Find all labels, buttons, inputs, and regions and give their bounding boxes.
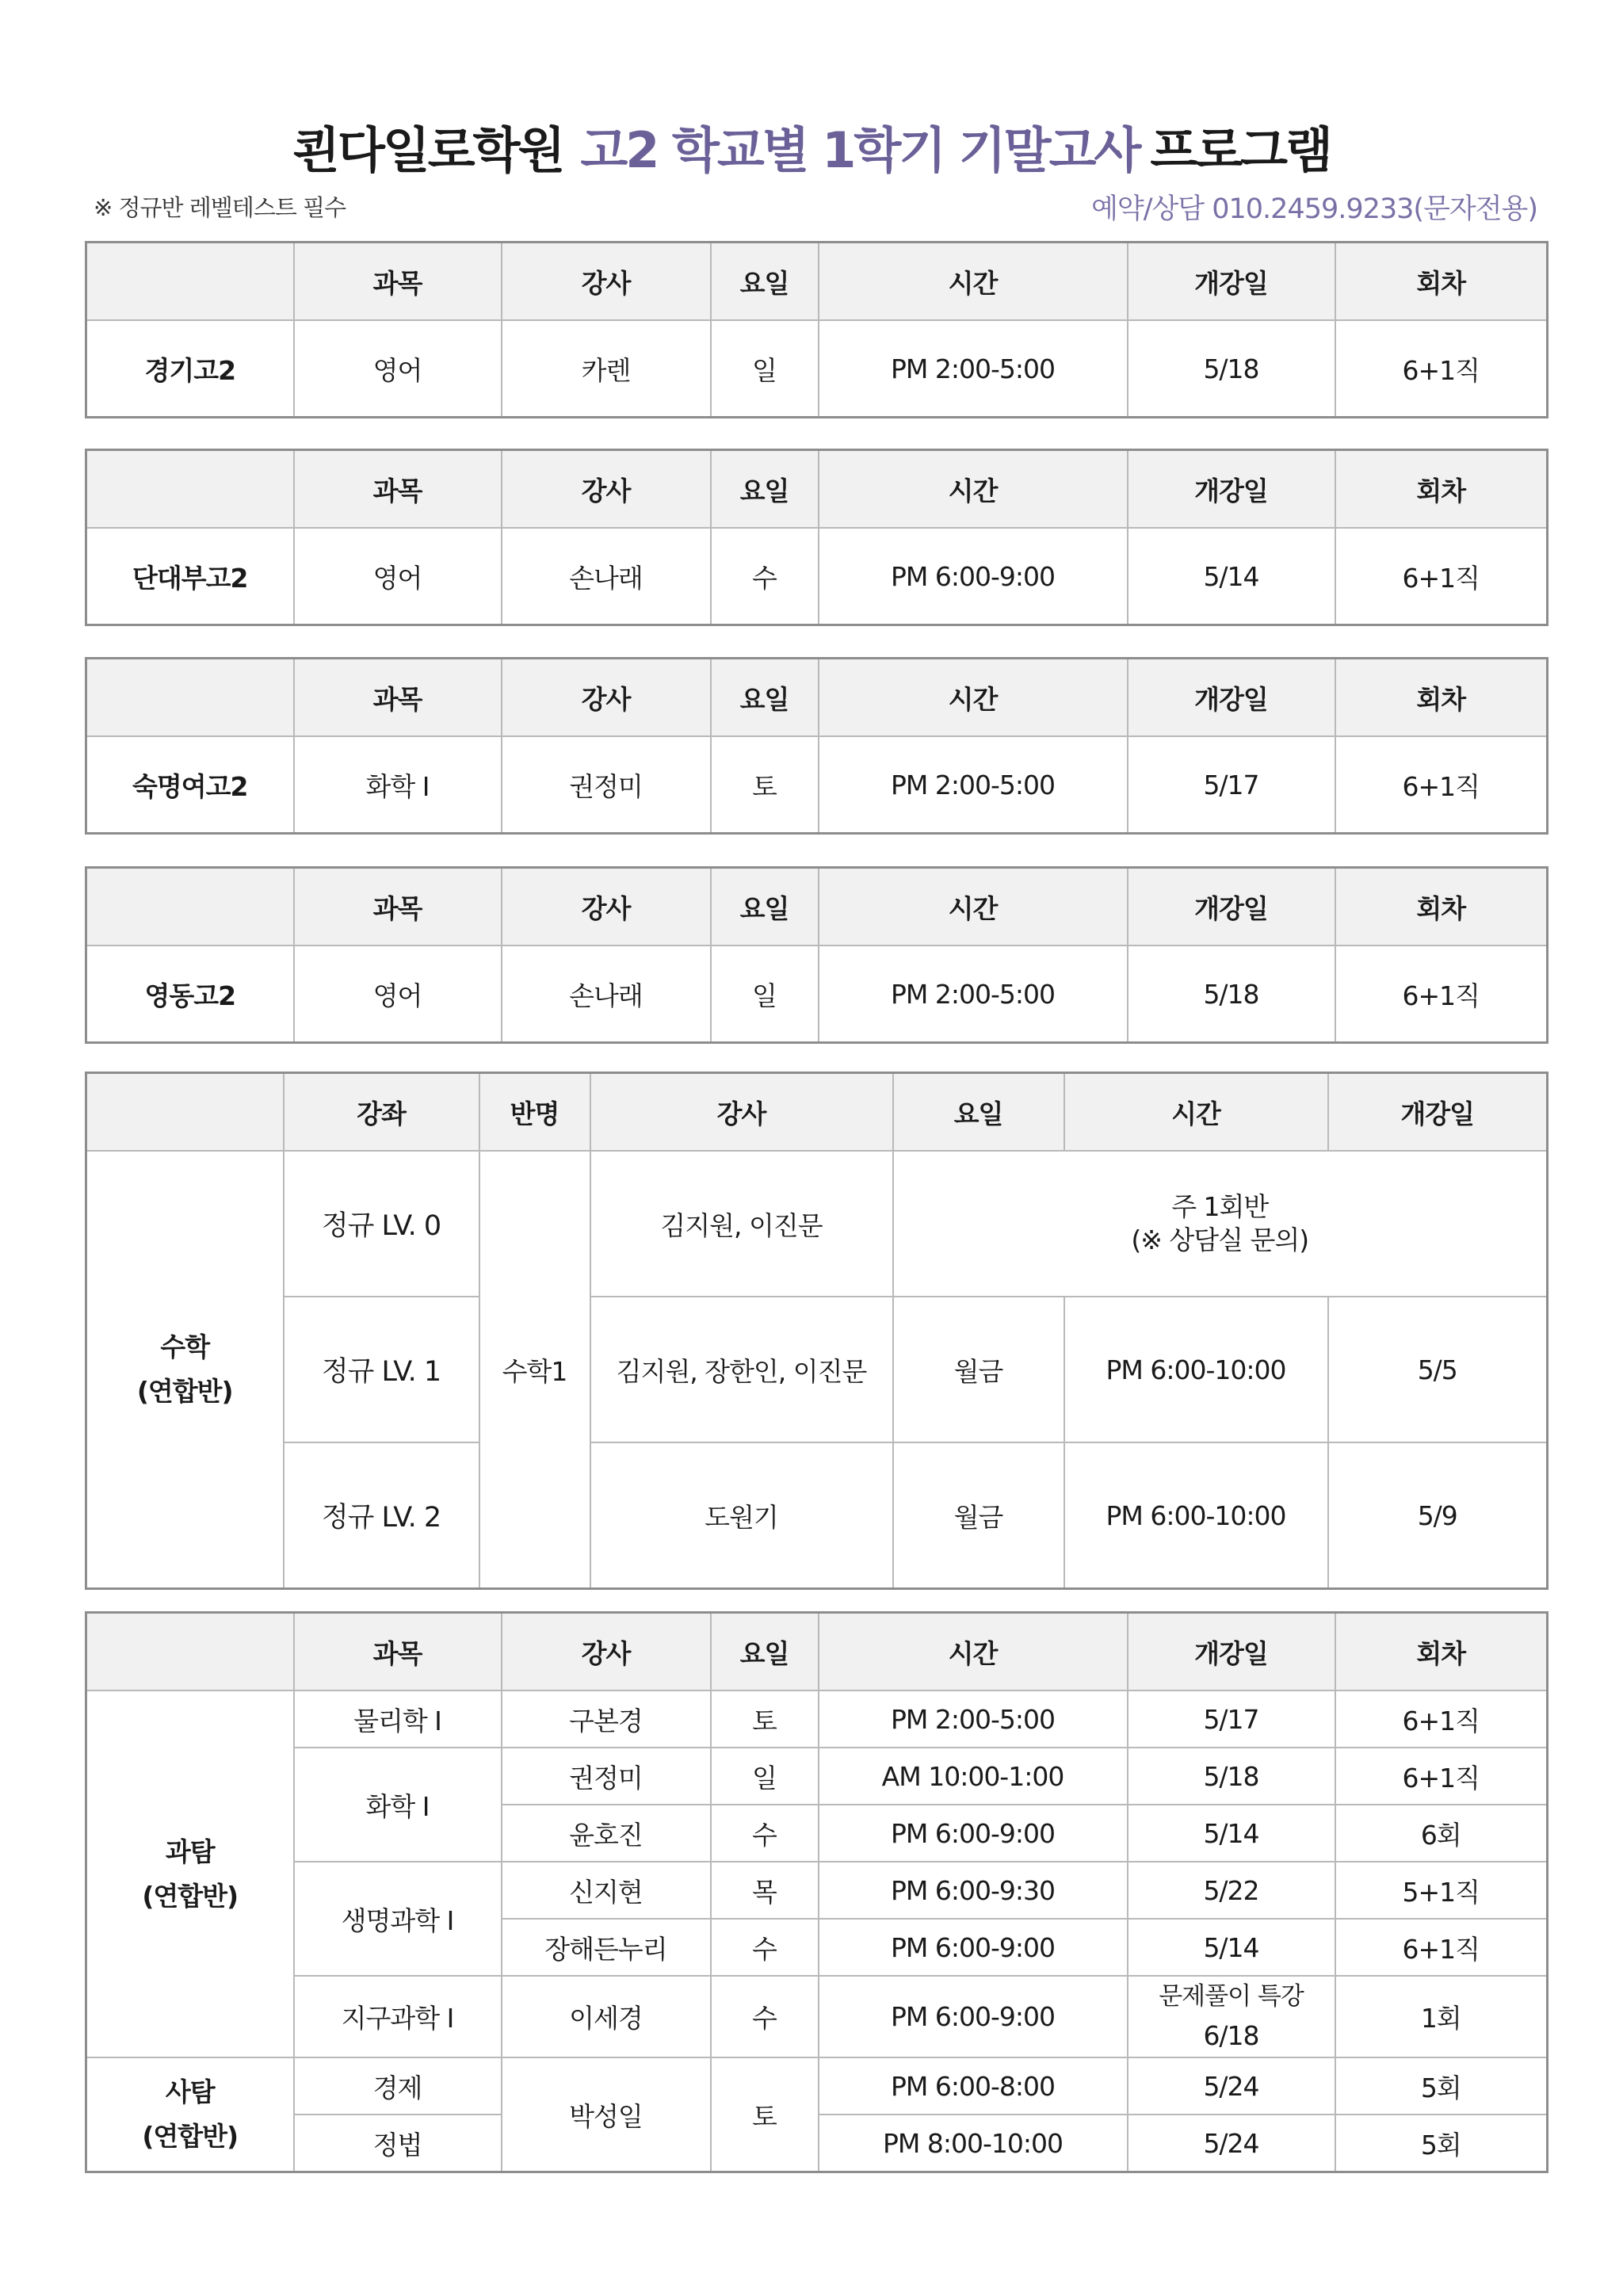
header-empty: [86, 659, 294, 737]
day-cell: 목: [711, 1862, 819, 1919]
time-cell: PM 8:00-10:00: [819, 2115, 1128, 2172]
header-teacher: 강사: [502, 659, 711, 737]
table-row: [86, 320, 1548, 418]
table-row: [86, 736, 1548, 834]
table-row: [86, 1862, 1548, 1919]
subject-cell: 생명과학 I: [294, 1862, 502, 1976]
subject-cell: 정법: [294, 2115, 502, 2172]
teacher-cell: 박성일: [502, 2057, 711, 2172]
day-cell: 수: [711, 528, 819, 625]
teacher-cell: 신지현: [502, 1862, 711, 1919]
sessions-cell: 5회: [1335, 2115, 1548, 2172]
subject-cell: 영어: [294, 320, 502, 418]
page-title: [0, 111, 1623, 181]
subject-cell: 지구과학 I: [294, 1976, 502, 2057]
subject-cell: 물리학 I: [294, 1690, 502, 1748]
header-subject: 과목: [294, 868, 502, 946]
teacher-cell: 손나래: [502, 946, 711, 1043]
sessions-cell: 6+1직: [1335, 1919, 1548, 1976]
course-cell: 정규 LV. 2: [284, 1442, 479, 1589]
time-cell: PM 2:00-5:00: [819, 736, 1128, 834]
teacher-cell: 윤호진: [502, 1805, 711, 1862]
header-day: 요일: [711, 868, 819, 946]
table-row: [86, 946, 1548, 1043]
day-cell: 월금: [893, 1297, 1064, 1442]
table-row: [86, 528, 1548, 625]
header-day: 요일: [711, 1613, 819, 1691]
day-cell: 수: [711, 1976, 819, 2057]
day-cell: 토: [711, 736, 819, 834]
teacher-cell: 김지원, 이진문: [590, 1151, 893, 1297]
class-name-cell: 수학1: [479, 1151, 590, 1589]
header-start: 개강일: [1128, 450, 1335, 529]
sessions-cell: 6+1직: [1335, 1690, 1548, 1748]
title-program: 프로그램: [1150, 121, 1331, 179]
header-subject: 과목: [294, 659, 502, 737]
day-cell: 토: [711, 2057, 819, 2172]
header-class: 반명: [479, 1073, 590, 1152]
header-sessions: 회차: [1335, 450, 1548, 529]
day-cell: 수: [711, 1805, 819, 1862]
header-time: 시간: [1064, 1073, 1328, 1152]
start-cell: 문제풀이 특강 6/18: [1128, 1976, 1335, 2057]
header-empty: [86, 450, 294, 529]
table-row: [86, 1976, 1548, 2057]
schedule-table-school-3: [85, 657, 1549, 835]
sessions-cell: 6+1직: [1335, 1748, 1548, 1805]
day-cell: 일: [711, 946, 819, 1043]
contact-info[interactable]: 예약/상담 010.2459.9233(문자전용): [1091, 193, 1537, 225]
teacher-cell: 장해든누리: [502, 1919, 711, 1976]
schedule-table-school-2: [85, 449, 1549, 626]
header-sessions: 회차: [1335, 868, 1548, 946]
header-start: 개강일: [1128, 659, 1335, 737]
time-cell: PM 6:00-9:00: [819, 1805, 1128, 1862]
start-cell: 5/17: [1128, 736, 1335, 834]
header-time: 시간: [819, 868, 1128, 946]
header-teacher: 강사: [590, 1073, 893, 1152]
table-header-row: [86, 659, 1548, 737]
header-empty: [86, 1073, 284, 1152]
subject-cell: 화학 I: [294, 1748, 502, 1862]
table-header-row: [86, 450, 1548, 529]
day-cell: 수: [711, 1919, 819, 1976]
time-cell: AM 10:00-1:00: [819, 1748, 1128, 1805]
group-social: 사탐 (연합반): [86, 2057, 294, 2172]
subject-cell: 경제: [294, 2057, 502, 2115]
header-time: 시간: [819, 450, 1128, 529]
title-academy: 쾬다일로학원: [292, 121, 563, 179]
time-cell: PM 2:00-5:00: [819, 320, 1128, 418]
time-cell: PM 6:00-9:00: [819, 1919, 1128, 1976]
teacher-cell: 손나래: [502, 528, 711, 625]
teacher-cell: 카렌: [502, 320, 711, 418]
header-start: 개강일: [1128, 243, 1335, 321]
table-row: [86, 1748, 1548, 1805]
table-row: [86, 1151, 1548, 1297]
header-day: 요일: [893, 1073, 1064, 1152]
start-cell: 5/9: [1328, 1442, 1548, 1589]
header-empty: [86, 868, 294, 946]
level-test-note: ※ 정규반 레벨테스트 필수: [94, 194, 346, 221]
group-science: 과탐 (연합반): [86, 1690, 294, 2057]
time-cell: PM 6:00-10:00: [1064, 1297, 1328, 1442]
header-start: 개강일: [1128, 1613, 1335, 1691]
start-cell: 5/14: [1128, 528, 1335, 625]
time-cell: PM 6:00-9:00: [819, 528, 1128, 625]
time-cell: PM 6:00-9:30: [819, 1862, 1128, 1919]
header-start: 개강일: [1328, 1073, 1548, 1152]
header-sessions: 회차: [1335, 659, 1548, 737]
time-cell: PM 6:00-9:00: [819, 1976, 1128, 2057]
teacher-cell: 김지원, 장한인, 이진문: [590, 1297, 893, 1442]
schedule-table-science: [85, 1611, 1549, 2173]
header-day: 요일: [711, 450, 819, 529]
subject-cell: 영어: [294, 946, 502, 1043]
teacher-cell: 구본경: [502, 1690, 711, 1748]
schedule-table-school-1: [85, 241, 1549, 418]
school-name: 숙명여고2: [86, 736, 294, 834]
sessions-cell: 6회: [1335, 1805, 1548, 1862]
sessions-cell: 6+1직: [1335, 320, 1548, 418]
header-day: 요일: [711, 243, 819, 321]
time-cell: PM 6:00-10:00: [1064, 1442, 1328, 1589]
teacher-cell: 권정미: [502, 1748, 711, 1805]
header-start: 개강일: [1128, 868, 1335, 946]
start-cell: 5/5: [1328, 1297, 1548, 1442]
start-cell: 5/24: [1128, 2057, 1335, 2115]
header-empty: [86, 1613, 294, 1691]
start-cell: 5/14: [1128, 1919, 1335, 1976]
schedule-table-school-4: [85, 866, 1549, 1044]
sessions-cell: 6+1직: [1335, 528, 1548, 625]
sessions-cell: 1회: [1335, 1976, 1548, 2057]
header-teacher: 강사: [502, 1613, 711, 1691]
time-cell: PM 2:00-5:00: [819, 946, 1128, 1043]
day-cell: 일: [711, 1748, 819, 1805]
header-course: 강좌: [284, 1073, 479, 1152]
header-empty: [86, 243, 294, 321]
table-row: [86, 1690, 1548, 1748]
sessions-cell: 5+1직: [1335, 1862, 1548, 1919]
table-header-row: [86, 243, 1548, 321]
header-time: 시간: [819, 243, 1128, 321]
start-cell: 5/18: [1128, 1748, 1335, 1805]
header-teacher: 강사: [502, 868, 711, 946]
teacher-cell: 권정미: [502, 736, 711, 834]
header-teacher: 강사: [502, 243, 711, 321]
teacher-cell: 도원기: [590, 1442, 893, 1589]
day-cell: 일: [711, 320, 819, 418]
school-name: 경기고2: [86, 320, 294, 418]
day-cell: 월금: [893, 1442, 1064, 1589]
header-sessions: 회차: [1335, 243, 1548, 321]
course-cell: 정규 LV. 1: [284, 1297, 479, 1442]
subject-cell: 화학 I: [294, 736, 502, 834]
header-time: 시간: [819, 659, 1128, 737]
weekly-class-note: 주 1회반 (※ 상담실 문의): [893, 1151, 1548, 1297]
time-cell: PM 6:00-8:00: [819, 2057, 1128, 2115]
header-sessions: 회차: [1335, 1613, 1548, 1691]
start-cell: 5/18: [1128, 320, 1335, 418]
group-math: 수학 (연합반): [86, 1151, 284, 1589]
title-course: 고2 학교별 1학기 기말고사: [580, 121, 1140, 179]
start-cell: 5/22: [1128, 1862, 1335, 1919]
header-subject: 과목: [294, 1613, 502, 1691]
start-cell: 5/18: [1128, 946, 1335, 1043]
sessions-cell: 5회: [1335, 2057, 1548, 2115]
start-cell: 5/24: [1128, 2115, 1335, 2172]
school-name: 단대부고2: [86, 528, 294, 625]
start-cell: 5/14: [1128, 1805, 1335, 1862]
header-time: 시간: [819, 1613, 1128, 1691]
table-header-row: [86, 868, 1548, 946]
table-row: [86, 1297, 1548, 1442]
subject-cell: 영어: [294, 528, 502, 625]
course-cell: 정규 LV. 0: [284, 1151, 479, 1297]
school-name: 영동고2: [86, 946, 294, 1043]
header-day: 요일: [711, 659, 819, 737]
header-subject: 과목: [294, 450, 502, 529]
start-cell: 5/17: [1128, 1690, 1335, 1748]
header-subject: 과목: [294, 243, 502, 321]
header-teacher: 강사: [502, 450, 711, 529]
table-header-row: [86, 1073, 1548, 1152]
table-header-row: [86, 1613, 1548, 1691]
table-row: [86, 2057, 1548, 2115]
table-row: [86, 1442, 1548, 1589]
schedule-table-math: [85, 1072, 1549, 1590]
sessions-cell: 6+1직: [1335, 736, 1548, 834]
sessions-cell: 6+1직: [1335, 946, 1548, 1043]
day-cell: 토: [711, 1690, 819, 1748]
time-cell: PM 2:00-5:00: [819, 1690, 1128, 1748]
teacher-cell: 이세경: [502, 1976, 711, 2057]
